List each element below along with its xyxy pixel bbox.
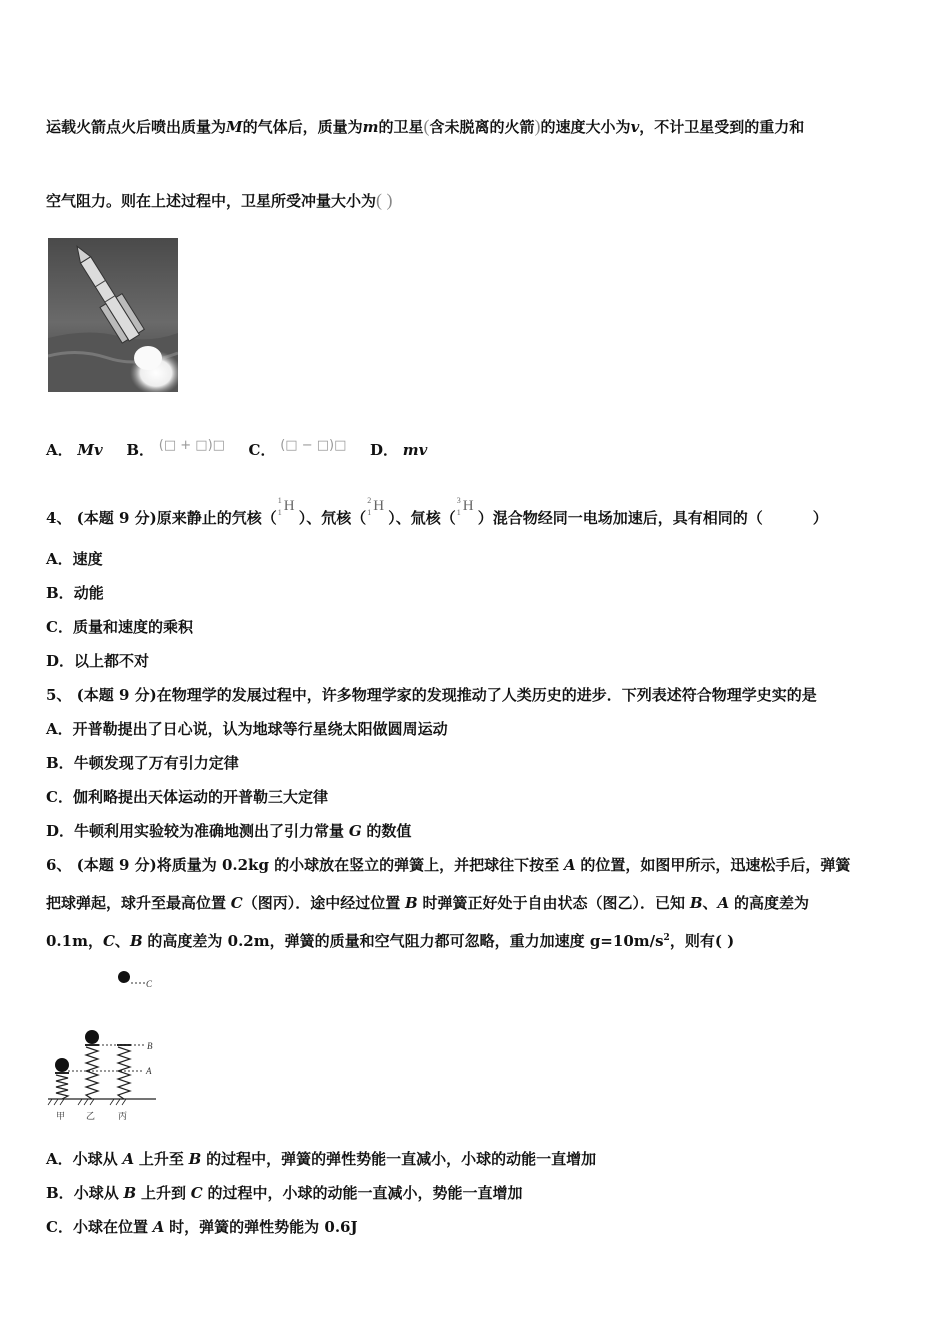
var-B: B: [689, 894, 703, 912]
option-text: 小球从: [72, 1150, 118, 1168]
var-B: B: [129, 932, 143, 950]
answer-paren: ( ): [376, 190, 393, 210]
spring-ball-diagram: [46, 965, 166, 1125]
q5-option-c: [46, 786, 328, 807]
option-label: C．: [46, 618, 73, 636]
option-label: D．: [46, 822, 75, 840]
q6-stem-line3: [46, 930, 734, 951]
option-text: 的数值: [366, 822, 412, 840]
label-yi: 乙: [86, 1112, 96, 1122]
option-text: 质量和速度的乘积: [72, 618, 193, 636]
q4-option-d: [46, 650, 149, 671]
q5-option-d: [46, 820, 411, 841]
option-a-label: A．: [46, 441, 73, 459]
option-label: B．: [46, 754, 74, 772]
element-symbol: H: [283, 498, 295, 514]
option-text: 上升至: [138, 1150, 184, 1168]
q6-option-b: [46, 1182, 523, 1203]
option-b-formula: (□ + □)□: [158, 438, 225, 453]
mass-number: 3: [456, 496, 461, 505]
option-text: 小球在位置: [72, 1218, 148, 1236]
var-m: m: [362, 118, 379, 136]
q5-option-b: [46, 752, 239, 773]
var-C: C: [190, 1184, 203, 1202]
q3-options: [46, 438, 427, 460]
option-d-label: D．: [369, 441, 398, 459]
q3-text: 的气体后，质量为: [242, 118, 363, 136]
var-A: A: [563, 856, 576, 874]
q6-text: 6、 (本题 9 分)将质量为 0.2kg 的小球放在竖立的弹簧上，并把球往下按至: [46, 856, 560, 874]
q6-text: ，则有( ): [669, 932, 735, 950]
option-text: 时，弹簧的弹性势能为 0.6J: [169, 1218, 358, 1236]
var-A: A: [122, 1150, 135, 1168]
option-text: 伽利略提出天体运动的开普勒三大定律: [72, 788, 328, 806]
var-B: B: [123, 1184, 137, 1202]
option-label: C．: [46, 788, 73, 806]
paren-close: ): [534, 116, 541, 136]
option-label: B．: [46, 1184, 74, 1202]
option-label: A．: [46, 550, 73, 568]
var-C: C: [230, 894, 243, 912]
rocket-launch-image: [48, 238, 178, 392]
q6-text: 的高度差为 0.2m，弹簧的质量和空气阻力都可忽略，重力加速度 g=10m/s: [147, 932, 664, 950]
element-symbol: H: [373, 498, 385, 514]
q6-text: 把球弹起，球升至最高位置: [46, 894, 227, 912]
q3-text: 运载火箭点火后喷出质量为: [46, 118, 227, 136]
q3-text: 含未脱离的火箭: [429, 118, 535, 136]
option-text: 开普勒提出了日心说，认为地球等行星绕太阳做圆周运动: [72, 720, 448, 738]
ball-c: [118, 971, 130, 983]
q6-text: （图丙）．途中经过位置: [242, 894, 401, 912]
var-G: G: [348, 822, 362, 840]
q3-stem-line2: [46, 190, 393, 211]
option-label: A．: [46, 1150, 73, 1168]
option-text: 的过程中，弹簧的弹性势能一直减小，小球的动能一直增加: [206, 1150, 597, 1168]
label-bing: 丙: [118, 1112, 128, 1122]
q3-text: ，不计卫星受到的重力和: [639, 118, 805, 136]
q5-text: 5、 (本题 9 分)在物理学的发展过程中，许多物理学家的发现推动了人类历史的进步．下列表述符合物理学史实的是: [46, 686, 817, 704]
q4-stem: [46, 498, 828, 528]
q3-stem-line1: [46, 116, 804, 137]
q4-option-a: [46, 548, 103, 569]
option-text: 小球从: [73, 1184, 119, 1202]
mass-number: 1: [277, 496, 282, 505]
var-C: C: [102, 932, 115, 950]
atomic-number: 1: [456, 508, 461, 517]
label-c: C: [146, 979, 153, 989]
option-text: 速度: [72, 550, 103, 568]
q6-text: 的位置，如图甲所示，迅速松手后，弹簧: [580, 856, 851, 874]
option-label: C．: [46, 1218, 73, 1236]
q6-option-a: [46, 1148, 596, 1169]
option-a-text: Mv: [77, 441, 103, 459]
q3-text: 空气阻力。则在上述过程中，卫星所受冲量大小为: [46, 192, 377, 210]
option-label: D．: [46, 652, 75, 670]
option-b-label: B．: [126, 441, 154, 459]
var-M: M: [226, 118, 243, 136]
option-c-label: C．: [248, 441, 276, 459]
option-text: 动能: [73, 584, 104, 602]
var-A: A: [717, 894, 730, 912]
var-A: A: [152, 1218, 165, 1236]
q4-text: ）、氚核（: [388, 509, 456, 527]
option-label: A．: [46, 720, 73, 738]
q3-text: 的卫星: [378, 118, 424, 136]
atomic-number: 1: [277, 508, 282, 517]
q4-text: ）: [812, 509, 828, 527]
option-text: 的过程中，小球的动能一直减小，势能一直增加: [207, 1184, 523, 1202]
q5-option-a: [46, 718, 448, 739]
label-jia: 甲: [56, 1112, 66, 1122]
option-text: 牛顿利用实验较为准确地测出了引力常量: [74, 822, 345, 840]
var-v: v: [630, 118, 640, 136]
paren-open: (: [423, 116, 430, 136]
option-text: 牛顿发现了万有引力定律: [73, 754, 239, 772]
q3-text: 的速度大小为: [540, 118, 631, 136]
q4-text: 4、 (本题 9 分)原来静止的氕核（: [46, 509, 277, 527]
option-label: B．: [46, 584, 74, 602]
q6-text: 的高度差为: [733, 894, 809, 912]
spring-jia: [55, 1058, 69, 1099]
q6-stem-line2: [46, 892, 809, 913]
var-B: B: [188, 1150, 202, 1168]
protium-nuclide-symbol: [277, 498, 299, 520]
option-d-text: mv: [402, 441, 428, 459]
q6-text: 、: [114, 932, 130, 950]
q5-stem: [46, 684, 817, 705]
element-symbol: H: [462, 498, 474, 514]
deuterium-nuclide-symbol: [366, 498, 388, 520]
q4-text: ）混合物经同一电场加速后，具有相同的（: [477, 509, 763, 527]
var-B: B: [405, 894, 418, 912]
q6-stem-line1: [46, 854, 850, 875]
q6-text: 时弹簧正好处于自由状态（图乙）．已知: [422, 894, 686, 912]
option-text: 上升到: [140, 1184, 186, 1202]
mass-number: 2: [367, 496, 372, 505]
q6-text: 、: [702, 894, 718, 912]
tritium-nuclide-symbol: [456, 498, 478, 520]
q4-option-b: [46, 582, 104, 603]
atomic-number: 1: [367, 508, 372, 517]
q6-option-c: [46, 1216, 358, 1237]
label-b: B: [147, 1041, 153, 1051]
q4-text: ）、氘核（: [298, 509, 367, 527]
spring-yi: [85, 1030, 99, 1099]
exponent: 2: [663, 933, 670, 943]
option-text: 以上都不对: [74, 652, 150, 670]
q4-option-c: [46, 616, 193, 637]
q6-text: 0.1m，: [46, 932, 103, 950]
label-a: A: [146, 1066, 152, 1076]
option-c-formula: (□ − □)□: [280, 438, 347, 453]
